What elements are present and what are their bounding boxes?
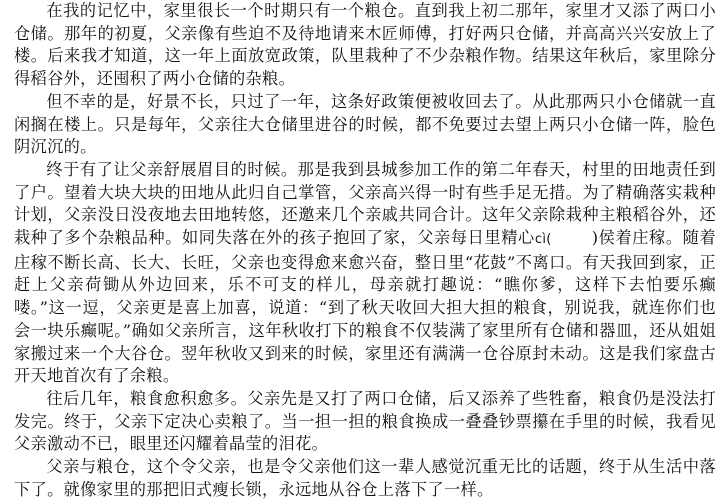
paragraph-2: 但不幸的是，好景不长，只过了一年，这条好政策便被收回去了。从此那两只小仓储就一直闲搁在楼上。只是每年，父亲往大仓储里进谷的时候，都不免要过去望上两只小仓储一阵，脸色阴沉沉的。 xyxy=(14,91,716,157)
paragraph-3 xyxy=(14,159,716,388)
paragraph-1: 在我的记忆中，家里很长一个时期只有一个粮仓。直到我上初二那年，家里才又添了两口小仓储。那年的初夏，父亲像有些迫不及待地请来木匠师傅，打好两只仓储，并高高兴兴安放上了楼。后来我才知道，这一年上面放宽政策，队里栽种了不少杂粮作物。结果这年秋后，家里除分得稻谷外，还囤积了两小仓储的杂粮。 xyxy=(14,1,716,89)
paragraph-4: 往后几年，粮食愈积愈多。父亲先是又打了两口仓储，后又添养了些牲畜，粮食仍是没法打发完。终于，父亲下定决心卖粮了。当一担一担的粮食换成一叠叠钞票攥在手里的时候，我看见父亲激动不已，眼里还闪耀着晶莹的泪花。 xyxy=(14,388,716,454)
pinyin-close: ) xyxy=(591,228,599,248)
paragraph-5: 父亲与粮仓，这个令父亲，也是令父亲他们这一辈人感觉沉重无比的话题，终于从生活中落下了。就像家里的那把旧式瘦长锁，永远地从谷仓上落下了一样。 xyxy=(14,457,716,499)
paragraph-3-text-b: 侯着庄稼。随着庄稼不断长高、长大、长旺，父亲也变得愈来愈兴奋，整日里“花鼓”不离口。有天我回到家，正赶上父亲荷锄从外边回来，乐不可支的样儿，母亲就打趣说：“瞧你爹，这样下去怕要乐癫喽。”这一逗，父亲更是喜上加喜，说道：“到了秋天收回大担大担的粮食，别说我，就连你们也会一块乐癫呢。”确如父亲所言，这年秋收打下的粮食不仅装满了家里所有仓储和器皿，还从姐姐家搬过来一个大谷仓。翌年秋收又到来的时候，家里还有满满一仓谷原封未动。这是我们家盘古开天地首次有了余粮。 xyxy=(14,228,716,386)
article-body xyxy=(14,0,716,501)
pinyin-hint: cì( xyxy=(534,232,552,248)
paragraph-3-text-a: 终于有了让父亲舒展眉目的时候。那是我到县城参加工作的第二年春天，村里的田地责任到了户。望着大块大块的田地从此归自己掌管，父亲高兴得一时有些手足无措。为了精确落实栽种计划，父亲没日没夜地去田地转悠，还邀来几个亲戚共同合计。这年父亲除栽种主粮稻谷外，还栽种了多个杂粮品种。如同失落在外的孩子抱回了家，父亲每日里精心 xyxy=(14,159,716,248)
